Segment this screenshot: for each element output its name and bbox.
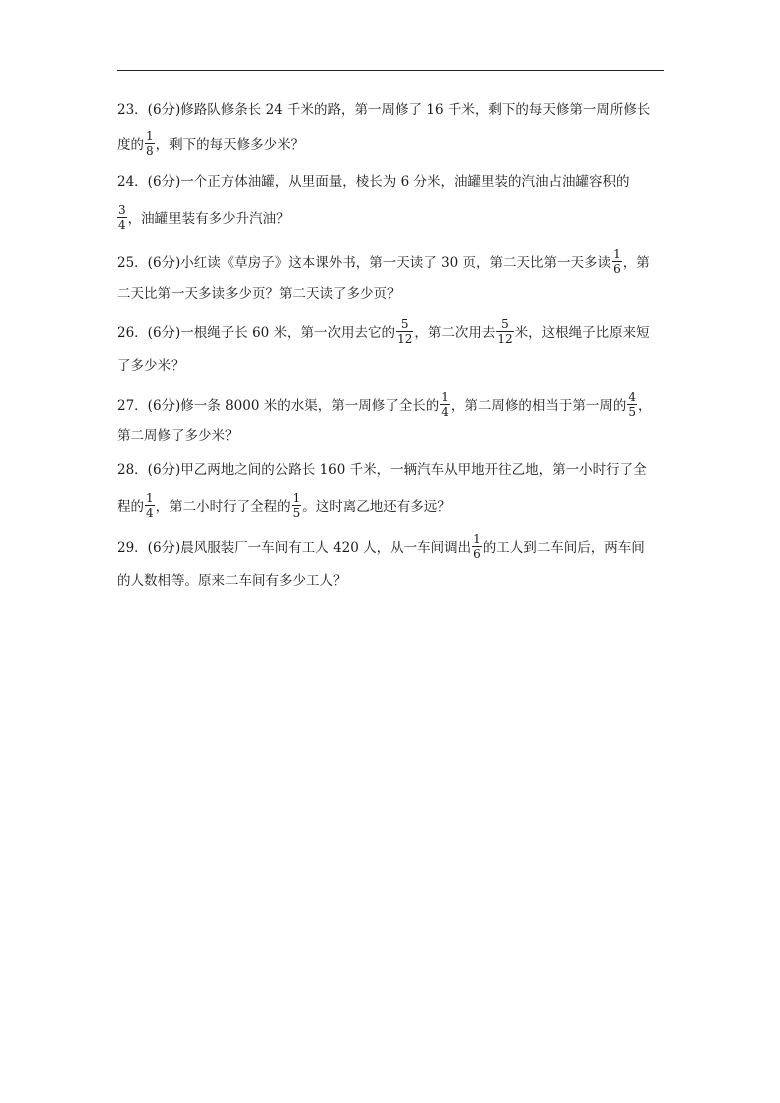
fraction xyxy=(612,248,622,275)
q24-line2 xyxy=(117,203,290,232)
q24-text: 24．(6分)一个正方体油罐，从里面量，棱长为 6 分米，油罐里装的汽油占油罐容积的 xyxy=(117,174,630,190)
q28-text: ，第二小时行了全程的 xyxy=(155,499,291,515)
fraction xyxy=(396,318,413,345)
header-rule xyxy=(117,70,664,71)
q29-text: 的人数相等。原来二车间有多少工人？ xyxy=(117,573,347,589)
fraction xyxy=(472,533,482,560)
denominator: 12 xyxy=(397,332,413,346)
q29-text: 的工人到二车间后，两车间 xyxy=(482,540,645,556)
denominator: 6 xyxy=(613,262,621,276)
q27-text: ， xyxy=(638,398,652,414)
fraction xyxy=(145,130,155,157)
numerator: 1 xyxy=(473,532,481,546)
numerator: 1 xyxy=(441,390,449,404)
q25-line1 xyxy=(117,247,650,276)
fraction xyxy=(145,492,155,519)
q26-text: 了多少米？ xyxy=(117,358,185,374)
q28-text: 程的 xyxy=(117,499,144,515)
q25-text: ，第 xyxy=(622,255,650,271)
q23-text: ，剩下的每天修多少米？ xyxy=(155,137,305,153)
q24-text: ，油罐里装有多少升汽油？ xyxy=(127,211,290,227)
q27-text: 第二周修了多少米？ xyxy=(117,428,239,444)
fraction xyxy=(496,318,513,345)
q25-text: 25．(6分)小红读《草房子》这本课外书，第一天读了 30 页，第二天比第一天多读 xyxy=(117,255,612,271)
q28-text: 28．(6分)甲乙两地之间的公路长 160 千米，一辆汽车从甲地开往乙地，第一小时行了全 xyxy=(117,462,647,478)
denominator: 4 xyxy=(118,218,126,232)
q23-text: 度的 xyxy=(117,137,144,153)
numerator: 5 xyxy=(400,317,409,331)
numerator: 4 xyxy=(628,390,637,404)
denominator: 8 xyxy=(146,144,154,158)
denominator: 5 xyxy=(292,506,301,520)
q23-line1 xyxy=(117,100,650,120)
denominator: 4 xyxy=(441,405,449,419)
q29-line1 xyxy=(117,532,645,561)
numerator: 3 xyxy=(118,203,126,217)
q24-line1 xyxy=(117,172,629,192)
numerator: 1 xyxy=(613,247,621,261)
q26-text: ，第二次用去 xyxy=(414,325,496,341)
q26-line2 xyxy=(117,356,185,376)
numerator: 1 xyxy=(292,491,301,505)
denominator: 4 xyxy=(146,506,154,520)
fraction xyxy=(440,391,450,418)
numerator: 1 xyxy=(146,491,154,505)
q27-line2 xyxy=(117,426,239,446)
q27-text: 27．(6分)修一条 8000 米的水渠，第一周修了全长的 xyxy=(117,398,440,414)
q26-text: 米，这根绳子比原来短 xyxy=(514,325,650,341)
fraction xyxy=(627,391,637,418)
denominator: 5 xyxy=(628,405,637,419)
numerator: 1 xyxy=(146,129,154,143)
q25-text: 二天比第一天多读多少页？第二天读了多少页？ xyxy=(117,286,401,302)
q27-text: ，第二周修的相当于第一周的 xyxy=(450,398,627,414)
q29-text: 29．(6分)晨风服装厂一车间有工人 420 人，从一车间调出 xyxy=(117,540,472,556)
fraction xyxy=(117,204,127,231)
q26-line1 xyxy=(117,317,650,346)
q25-line2 xyxy=(117,284,401,304)
q23-line2 xyxy=(117,129,305,158)
q28-line1 xyxy=(117,460,647,480)
q23-text: 23．(6分)修路队修条长 24 千米的路，第一周修了 16 千米，剩下的每天修第一周所修长 xyxy=(117,102,651,118)
q29-line2 xyxy=(117,571,347,591)
q26-text: 26．(6分)一根绳子长 60 米，第一次用去它的 xyxy=(117,325,396,341)
q28-line2 xyxy=(117,491,451,520)
q28-text: 。这时离乙地还有多远？ xyxy=(302,499,451,515)
q27-line1 xyxy=(117,390,652,419)
denominator: 6 xyxy=(473,547,481,561)
denominator: 12 xyxy=(497,332,513,346)
numerator: 5 xyxy=(501,317,509,331)
fraction xyxy=(292,492,302,519)
